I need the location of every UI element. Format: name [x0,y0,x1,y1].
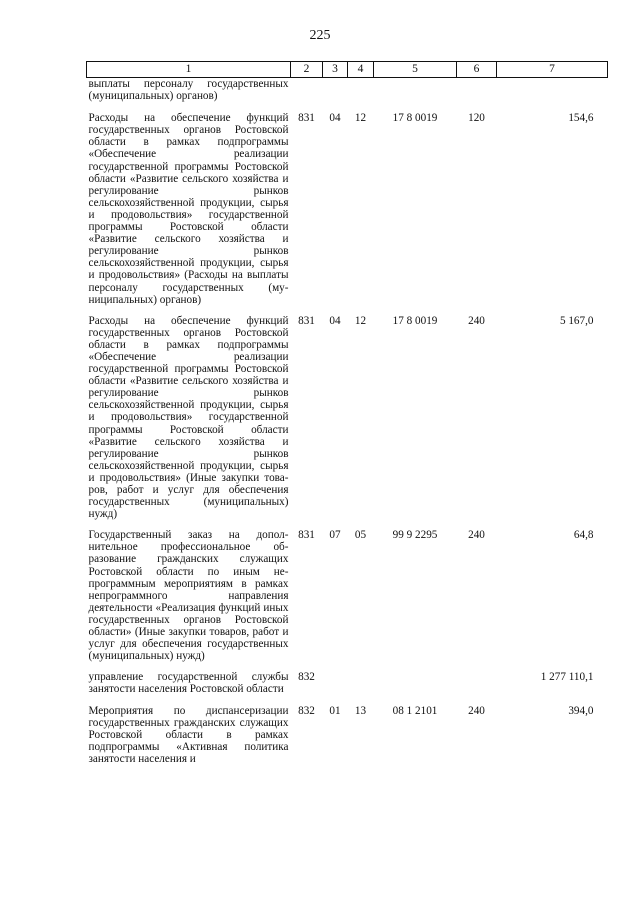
row-expense-type: 240 [468,704,485,717]
row-amount: 64,8 [573,529,594,542]
column-header-3: 3 [323,62,348,78]
row-description: Расходы на обеспечение функций государственных органов Ростовской области в рамках подпрограммы «Обеспечение реализации государственной программы Ростовской области «Развитие сельского хозяйства и регулирование рынков сельскохозяйственной продукции, сырья и продовольствия» государственной программы Ростовской области «Развитие сельского хозяйства и регулирование рынков сельскохозяйственной продукции, сырья и продовольствия» (Расходы на выплаты персоналу государственных (муниципальных) органов) [88,112,289,306]
column-header-1: 1 [87,62,291,78]
column-header-7: 7 [497,62,608,78]
row-target-code: 17 8 0019 [392,112,438,125]
row-ministry-code: 831 [298,314,315,327]
row-ministry-code: 831 [298,112,315,125]
row-section-code [323,78,348,113]
row-ministry-code [291,78,323,113]
row-amount: 154,6 [568,112,594,125]
table-row [87,112,608,315]
row-expense-type [457,78,497,113]
row-target-code [374,671,457,704]
row-target-code: 08 1 2101 [392,704,438,717]
row-amount [497,78,608,113]
row-description: выплаты персоналу государственных (муниципальных) органов) [88,78,289,103]
table-row [87,671,608,704]
row-section-code: 01 [329,704,341,717]
row-expense-type: 240 [468,314,485,327]
row-subsection-code: 12 [354,112,367,125]
row-description: Расходы на обеспечение функций государственных органов Ростовской области в рамках подпрограммы «Обеспечение реализации государственной программы Ростовской области «Развитие сельского хозяйства и регулирование рынков сельскохозяйственной продукции, сырья и продовольствия» государственной программы Ростовской области «Развитие сельского хозяйства и регулирование рынков сельскохозяйственной продукции, сырья и продовольствия» (Иные закупки товаров, работ и услуг для обеспечения государственных (муниципальных) нужд) [88,314,289,521]
row-amount: 1 277 110,1 [540,671,594,684]
row-section-code [323,671,348,704]
row-ministry-code: 831 [298,529,315,542]
row-description: Мероприятия по диспансеризации государственных гражданских служащих Ростовской области в рамках подпрограммы «Активная политика занятости населения и [88,704,289,765]
table-row [87,529,608,671]
row-ministry-code: 832 [298,671,315,684]
row-section-code: 07 [329,529,341,542]
column-header-4: 4 [348,62,374,78]
row-subsection-code [348,671,374,704]
row-description: Государственный заказ на дополнительное профессиональное образование гражданских служащих Ростовской области по иным непрограммным мероприятиям в рамках непрограммного направления деятельности «Реализация функций иных государственных органов Ростовской области» (Иные закупки товаров, работ и услуг для обеспечения государственных (муниципальных) нужд) [88,529,289,663]
row-amount: 394,0 [568,704,594,717]
row-section-code: 04 [329,112,341,125]
table-header-row [87,62,608,78]
row-target-code: 99 9 2295 [392,529,438,542]
row-expense-type: 120 [468,112,485,125]
row-amount: 5 167,0 [559,314,594,327]
table-row [87,705,608,765]
table-row [87,78,608,113]
row-target-code: 17 8 0019 [392,314,438,327]
column-header-5: 5 [374,62,457,78]
row-expense-type [457,671,497,704]
row-description: управление государственной службы занятости населения Ростовской области [88,671,289,696]
row-subsection-code: 12 [354,314,367,327]
table-row [87,315,608,530]
row-subsection-code: 05 [354,529,367,542]
row-target-code [374,78,457,113]
row-ministry-code: 832 [298,704,315,717]
column-header-2: 2 [291,62,323,78]
row-subsection-code: 13 [354,704,367,717]
budget-table [86,61,608,765]
row-subsection-code [348,78,374,113]
page-number: 225 [309,28,331,43]
row-section-code: 04 [329,314,341,327]
column-header-6: 6 [457,62,497,78]
row-expense-type: 240 [468,529,485,542]
